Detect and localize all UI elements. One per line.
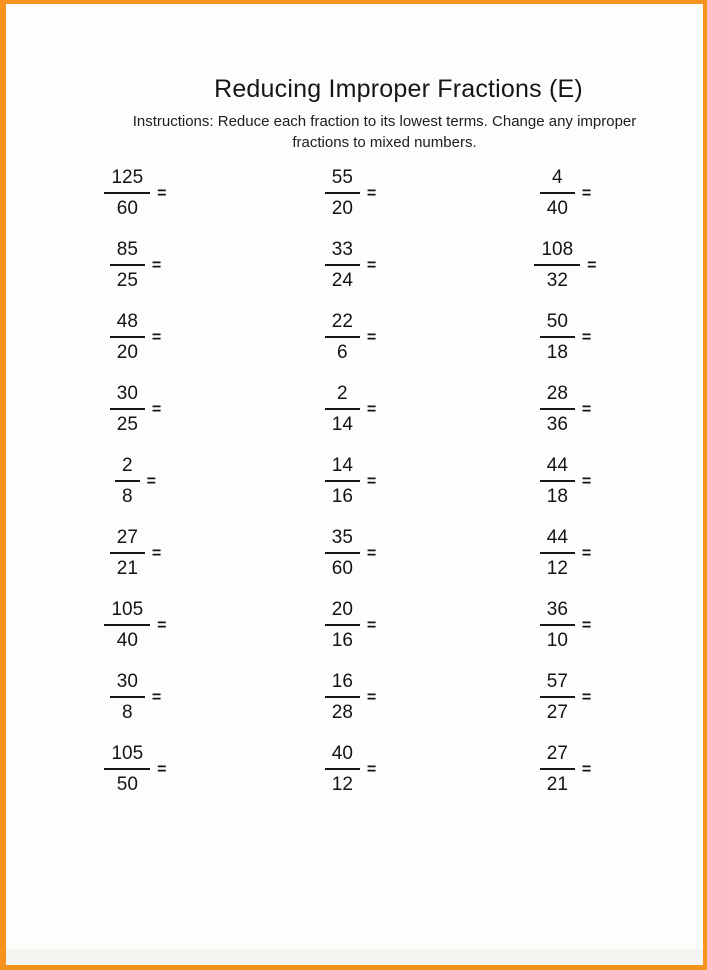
equals-sign: = — [151, 401, 162, 418]
denominator: 21 — [116, 557, 138, 579]
denominator: 20 — [116, 341, 138, 363]
denominator: 50 — [116, 773, 138, 795]
fraction-problem — [28, 517, 243, 589]
fraction — [540, 599, 575, 652]
equals-sign: = — [366, 545, 377, 562]
fraction-problem — [243, 229, 458, 301]
denominator: 25 — [116, 413, 138, 435]
fraction-problem — [458, 445, 673, 517]
equals-sign: = — [366, 473, 377, 490]
fraction — [110, 383, 145, 436]
denominator: 27 — [546, 701, 568, 723]
numerator: 125 — [104, 167, 150, 194]
numerator: 108 — [534, 239, 580, 266]
fraction-problem — [28, 157, 243, 229]
denominator: 16 — [331, 485, 353, 507]
fraction — [104, 167, 150, 220]
numerator: 44 — [540, 455, 575, 482]
fraction-problem — [243, 589, 458, 661]
denominator: 28 — [331, 701, 353, 723]
fraction-problem — [458, 517, 673, 589]
numerator: 2 — [115, 455, 140, 482]
numerator: 85 — [110, 239, 145, 266]
fraction — [325, 455, 360, 508]
equals-sign: = — [366, 761, 377, 778]
fraction-problem — [458, 661, 673, 733]
equals-sign: = — [581, 473, 592, 490]
fraction-problem — [28, 445, 243, 517]
equals-sign: = — [366, 329, 377, 346]
denominator: 6 — [337, 341, 348, 363]
denominator: 14 — [331, 413, 353, 435]
fraction — [110, 527, 145, 580]
fraction — [110, 671, 145, 724]
numerator: 27 — [540, 743, 575, 770]
fraction-problem — [243, 157, 458, 229]
numerator: 14 — [325, 455, 360, 482]
equals-sign: = — [581, 329, 592, 346]
fraction — [540, 527, 575, 580]
numerator: 28 — [540, 383, 575, 410]
denominator: 24 — [331, 269, 353, 291]
denominator: 20 — [331, 197, 353, 219]
equals-sign: = — [581, 545, 592, 562]
fraction — [540, 743, 575, 796]
instructions-text: Instructions: Reduce each fraction to its lowest terms. Change any improper fractions to mixed numbers. — [132, 113, 637, 151]
equals-sign: = — [581, 185, 592, 202]
equals-sign: = — [581, 401, 592, 418]
fraction-problem — [243, 445, 458, 517]
equals-sign: = — [366, 689, 377, 706]
fraction — [104, 743, 150, 796]
fraction-problem — [28, 589, 243, 661]
fraction — [325, 167, 360, 220]
fraction-problem — [458, 589, 673, 661]
problems-grid — [28, 157, 673, 805]
equals-sign: = — [587, 257, 597, 274]
fraction — [325, 311, 360, 364]
denominator: 36 — [546, 413, 568, 435]
fraction — [115, 455, 140, 508]
numerator: 57 — [540, 671, 575, 698]
numerator: 30 — [110, 383, 145, 410]
fraction — [325, 527, 360, 580]
denominator: 16 — [331, 629, 353, 651]
numerator: 16 — [325, 671, 360, 698]
fraction — [534, 239, 580, 292]
denominator: 60 — [331, 557, 353, 579]
fraction — [110, 239, 145, 292]
equals-sign: = — [581, 689, 592, 706]
fraction-problem — [243, 733, 458, 805]
numerator: 105 — [104, 599, 150, 626]
fraction — [325, 671, 360, 724]
fraction — [540, 311, 575, 364]
equals-sign: = — [151, 329, 162, 346]
fraction-problem — [28, 661, 243, 733]
fraction-problem — [458, 157, 673, 229]
equals-sign: = — [146, 473, 156, 490]
denominator: 8 — [122, 485, 133, 507]
denominator: 32 — [546, 269, 568, 291]
fraction-problem — [28, 301, 243, 373]
equals-sign: = — [366, 185, 377, 202]
fraction-problem — [243, 661, 458, 733]
fraction — [325, 743, 360, 796]
page-title: Reducing Improper Fractions (E) — [214, 75, 583, 103]
equals-sign: = — [581, 617, 592, 634]
fraction-problem — [28, 229, 243, 301]
fraction — [540, 383, 575, 436]
denominator: 18 — [546, 485, 568, 507]
numerator: 33 — [325, 239, 360, 266]
equals-sign: = — [157, 761, 167, 778]
scan-edge-shadow — [6, 949, 703, 965]
fraction-problem — [28, 373, 243, 445]
fraction-problem — [243, 517, 458, 589]
denominator: 60 — [116, 197, 138, 219]
fraction-problem — [458, 733, 673, 805]
denominator: 10 — [546, 629, 568, 651]
fraction-problem — [458, 301, 673, 373]
equals-sign: = — [581, 761, 592, 778]
fraction-problem — [458, 229, 673, 301]
denominator: 40 — [116, 629, 138, 651]
equals-sign: = — [366, 617, 377, 634]
denominator: 25 — [116, 269, 138, 291]
denominator: 12 — [546, 557, 568, 579]
fraction-problem — [243, 301, 458, 373]
denominator: 12 — [331, 773, 353, 795]
fraction-problem — [458, 373, 673, 445]
numerator: 44 — [540, 527, 575, 554]
fraction — [104, 599, 150, 652]
numerator: 35 — [325, 527, 360, 554]
numerator: 27 — [110, 527, 145, 554]
fraction — [540, 167, 575, 220]
equals-sign: = — [151, 545, 162, 562]
fraction — [325, 599, 360, 652]
denominator: 18 — [546, 341, 568, 363]
numerator: 30 — [110, 671, 145, 698]
numerator: 36 — [540, 599, 575, 626]
equals-sign: = — [157, 617, 167, 634]
worksheet-header — [6, 75, 703, 153]
numerator: 20 — [325, 599, 360, 626]
numerator: 22 — [325, 311, 360, 338]
denominator: 21 — [546, 773, 568, 795]
fraction — [110, 311, 145, 364]
equals-sign: = — [366, 257, 377, 274]
numerator: 40 — [325, 743, 360, 770]
fraction-problem — [243, 373, 458, 445]
numerator: 55 — [325, 167, 360, 194]
numerator: 4 — [540, 167, 575, 194]
equals-sign: = — [151, 689, 162, 706]
fraction — [540, 671, 575, 724]
numerator: 2 — [325, 383, 360, 410]
equals-sign: = — [157, 185, 167, 202]
numerator: 48 — [110, 311, 145, 338]
numerator: 105 — [104, 743, 150, 770]
numerator: 50 — [540, 311, 575, 338]
equals-sign: = — [366, 401, 377, 418]
denominator: 8 — [122, 701, 133, 723]
equals-sign: = — [151, 257, 162, 274]
fraction-problem — [28, 733, 243, 805]
fraction — [540, 455, 575, 508]
fraction — [325, 239, 360, 292]
denominator: 40 — [546, 197, 568, 219]
fraction — [325, 383, 360, 436]
